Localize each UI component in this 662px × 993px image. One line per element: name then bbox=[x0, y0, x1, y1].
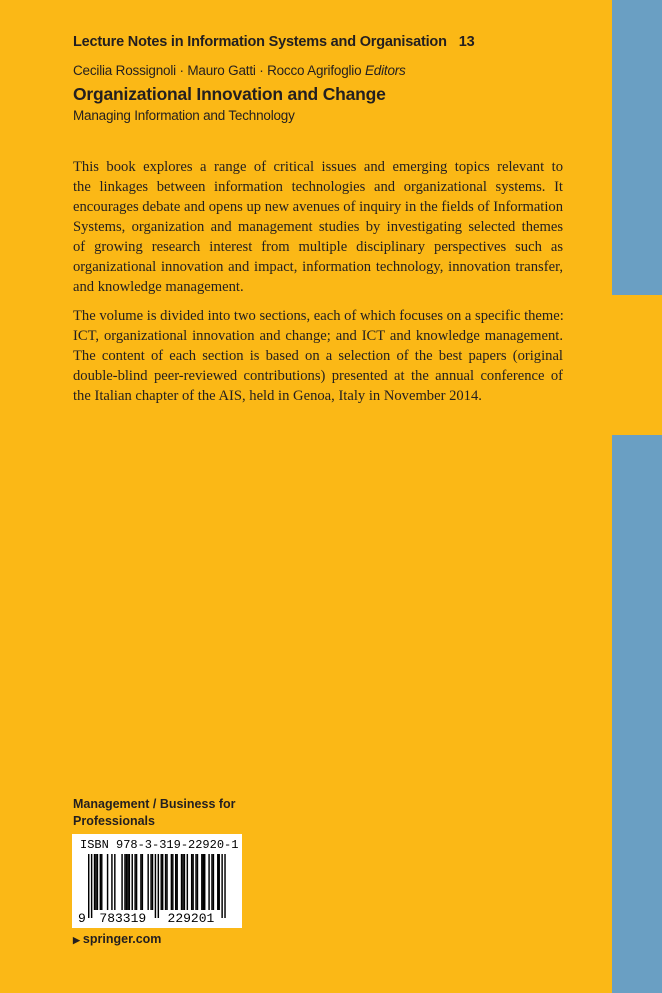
barcode-bar bbox=[140, 854, 141, 910]
barcode-bar bbox=[211, 854, 212, 910]
barcode-bar bbox=[152, 854, 153, 910]
barcode-bar bbox=[208, 854, 209, 910]
barcode-bar bbox=[204, 854, 205, 910]
barcode-bar bbox=[171, 854, 172, 910]
barcode-bar bbox=[129, 854, 130, 910]
arrow-right-icon: ▶ bbox=[73, 935, 80, 945]
barcode-bar bbox=[101, 854, 102, 910]
barcode-bar bbox=[155, 854, 156, 918]
barcode-bar bbox=[166, 854, 167, 910]
barcode-bar bbox=[172, 854, 173, 910]
publisher-website[interactable] bbox=[73, 932, 161, 946]
spine-stripe-bottom bbox=[612, 435, 662, 993]
description-paragraph-1 bbox=[73, 157, 563, 297]
barcode-bar bbox=[150, 854, 151, 910]
barcode-bar bbox=[126, 854, 127, 910]
text-line: The content of each section is based on a selection of the best papers (original bbox=[73, 348, 563, 364]
barcode-bar bbox=[132, 854, 133, 910]
barcode-bar bbox=[161, 854, 162, 910]
editors-role: Editors bbox=[364, 63, 406, 78]
barcode-bar bbox=[184, 854, 185, 910]
isbn-label: ISBN 978-3-319-22920-1 bbox=[80, 838, 239, 852]
editors-line bbox=[73, 63, 406, 78]
text-line: ICT, organizational innovation and change; and ICT and knowledge management. bbox=[73, 328, 563, 344]
barcode-bar bbox=[182, 854, 183, 910]
spine-stripe-top bbox=[612, 0, 662, 295]
barcode-bar bbox=[158, 854, 159, 918]
subject-category bbox=[73, 796, 236, 830]
editor-names: Cecilia Rossignoli · Mauro Gatti · Rocco Agrifoglio bbox=[73, 63, 362, 78]
barcode-bar bbox=[224, 854, 225, 918]
text-line: the Italian chapter of the AIS, held in Genoa, Italy in November 2014. bbox=[73, 388, 482, 404]
barcode-bar bbox=[114, 854, 115, 910]
category-line-1: Management / Business for bbox=[73, 797, 236, 811]
barcode-bar bbox=[219, 854, 220, 910]
text-line: organizational innovation and impact, information technology, innovation transfer, bbox=[73, 259, 563, 275]
text-line: Systems, organization and management studies by investigating selected themes bbox=[73, 219, 563, 235]
barcode-digits: 9 bbox=[78, 911, 86, 926]
isbn-barcode bbox=[72, 834, 242, 928]
barcode-bar bbox=[191, 854, 192, 910]
barcode-bar bbox=[187, 854, 188, 910]
barcode-bar bbox=[176, 854, 177, 910]
barcode-bar bbox=[165, 854, 166, 910]
barcode-bar bbox=[136, 854, 137, 910]
barcode-digits: 783319 bbox=[99, 911, 147, 926]
barcode-bar bbox=[147, 854, 148, 910]
barcode-bar bbox=[217, 854, 218, 910]
barcode-bar bbox=[94, 854, 95, 910]
barcode-bar bbox=[121, 854, 122, 910]
barcode-bar bbox=[100, 854, 101, 910]
text-line: double-blind peer-reviewed contributions) presented at the annual conference of bbox=[73, 368, 563, 384]
barcode-bar bbox=[95, 854, 96, 910]
text-line: the linkages between information technologies and organizational systems. It bbox=[73, 179, 563, 195]
barcode-bar bbox=[221, 854, 222, 918]
barcode-bar bbox=[88, 854, 89, 918]
barcode-bar bbox=[213, 854, 214, 910]
series-name: Lecture Notes in Information Systems and Organisation bbox=[73, 34, 447, 50]
barcode-bar bbox=[127, 854, 128, 910]
barcode-graphic bbox=[72, 834, 242, 928]
barcode-digits: 229201 bbox=[167, 911, 215, 926]
series-title bbox=[73, 34, 474, 50]
barcode-bar bbox=[124, 854, 125, 910]
barcode-bar bbox=[162, 854, 163, 910]
book-description bbox=[73, 157, 563, 415]
barcode-bar bbox=[97, 854, 98, 910]
barcode-bar bbox=[91, 854, 92, 918]
text-line: This book explores a range of critical issues and emerging topics relevant to bbox=[73, 159, 563, 175]
barcode-bar bbox=[134, 854, 135, 910]
barcode-bar bbox=[181, 854, 182, 910]
series-volume: 13 bbox=[458, 34, 475, 50]
barcode-bar bbox=[142, 854, 143, 910]
website-url: springer.com bbox=[82, 932, 162, 946]
text-line: The volume is divided into two sections, each of which focuses on a specific theme: bbox=[73, 308, 564, 324]
barcode-bar bbox=[201, 854, 202, 910]
book-title: Organizational Innovation and Change bbox=[73, 84, 386, 104]
barcode-bar bbox=[203, 854, 204, 910]
book-subtitle: Managing Information and Technology bbox=[73, 108, 295, 123]
barcode-bar bbox=[192, 854, 193, 910]
barcode-bar bbox=[107, 854, 108, 910]
text-line: encourages debate and opens up new avenues of inquiry in the fields of Information bbox=[73, 199, 563, 215]
category-line-2: Professionals bbox=[73, 814, 155, 828]
barcode-bar bbox=[195, 854, 196, 910]
barcode-bar bbox=[111, 854, 112, 910]
barcode-bar bbox=[197, 854, 198, 910]
barcode-bar bbox=[175, 854, 176, 910]
text-line: of growing research interest from multiple disciplinary perspectives such as bbox=[73, 239, 563, 255]
text-line: and knowledge management. bbox=[73, 279, 244, 295]
description-paragraph-2 bbox=[73, 306, 563, 406]
